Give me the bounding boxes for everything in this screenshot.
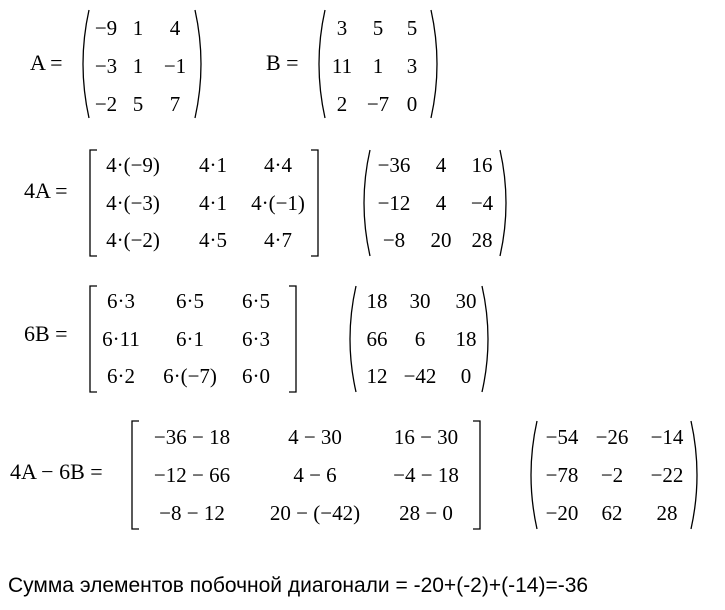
matrix-cell-r3-c1: 4·(−2)	[106, 228, 160, 252]
left-paren	[350, 286, 356, 392]
matrix-cell-r1-c2: −26	[595, 425, 629, 449]
matrix-cell-r1-c2: 6·5	[176, 289, 204, 313]
matrix-cell-r3-c2: 62	[601, 501, 623, 525]
matrix-cell-r2-c1: −12	[377, 191, 411, 215]
matrix-cell-r1-c2: 1	[132, 16, 144, 40]
matrix-cell-r1-c1: −36	[377, 153, 411, 177]
right-square-bracket	[473, 421, 480, 529]
matrix-cell-r2-c3: 18	[455, 327, 477, 351]
matrix-cell-r2-c2: 6·1	[176, 327, 204, 351]
matrix-cell-r1-c3: 5	[406, 16, 418, 40]
matrix-diff-expanded	[130, 419, 482, 531]
matrix-cell-r2-c2: −2	[600, 463, 624, 487]
matrix-cell-r3-c3: 7	[169, 92, 181, 116]
matrix-cell-r1-c1: −9	[94, 16, 118, 40]
left-square-bracket	[90, 286, 97, 392]
matrix-cell-r1-c1: 18	[366, 289, 388, 313]
matrix-cell-r1-c1: −54	[545, 425, 579, 449]
matrix-b-label: B =	[266, 50, 299, 75]
right-paren	[482, 286, 488, 392]
matrix-cell-r2-c2: 4	[435, 191, 447, 215]
matrix-cell-r3-c1: −8 − 12	[159, 501, 225, 525]
matrix-cell-r3-c1: 6·2	[107, 364, 135, 388]
matrix-cell-r2-c1: 4·(−3)	[106, 191, 160, 215]
matrix-cell-r3-c2: 20 − (−42)	[269, 501, 361, 525]
right-square-bracket	[289, 286, 296, 392]
matrix-cell-r3-c3: 0	[406, 92, 418, 116]
matrix-b	[312, 8, 444, 120]
matrix-a-label: A =	[30, 50, 63, 75]
right-paren	[431, 10, 437, 118]
matrix-cell-r2-c3: 3	[406, 54, 418, 78]
matrix-cell-r2-c3: 6·3	[242, 327, 270, 351]
lhs-6b: 6B =	[24, 321, 68, 346]
matrix-cell-r3-c1: −8	[382, 228, 406, 252]
matrix-cell-r2-c2: 1	[372, 54, 384, 78]
matrix-cell-r2-c1: −3	[94, 54, 118, 78]
left-paren	[83, 10, 89, 118]
matrix-cell-r2-c3: 4·(−1)	[251, 191, 305, 215]
matrix-cell-r2-c3: −22	[650, 463, 684, 487]
matrix-cell-r3-c3: 28 − 0	[399, 501, 453, 525]
matrix-cell-r2-c2: 6	[414, 327, 426, 351]
matrix-cell-r3-c3: 28	[656, 501, 678, 525]
matrix-cell-r1-c1: 4·(−9)	[106, 153, 160, 177]
matrix-cell-r2-c3: −4	[470, 191, 494, 215]
matrix-cell-r3-c2: 5	[132, 92, 144, 116]
antidiagonal-sum-text: Сумма элементов побочной диагонали = -20+(-2)+(-14)=-36	[8, 574, 589, 597]
matrix-cell-r3-c1: 2	[336, 92, 348, 116]
right-square-bracket	[311, 150, 318, 256]
left-paren	[319, 10, 325, 118]
right-paren	[195, 10, 201, 118]
matrix-cell-r1-c2: 4·1	[199, 153, 227, 177]
matrix-cell-r2-c1: 66	[366, 327, 388, 351]
matrix-cell-r3-c2: −42	[403, 364, 437, 388]
right-paren	[691, 421, 697, 529]
matrix-cell-r2-c3: −1	[163, 54, 187, 78]
matrix-cell-r1-c2: 4	[435, 153, 447, 177]
matrix-6b-result	[343, 284, 495, 394]
matrix-cell-r3-c1: −20	[545, 501, 579, 525]
matrix-cell-r3-c2: 6·(−7)	[163, 364, 217, 388]
matrix-cell-r3-c3: 28	[471, 228, 493, 252]
left-paren	[531, 421, 537, 529]
matrix-cell-r1-c1: −36 − 18	[153, 425, 231, 449]
matrix-cell-r3-c1: −2	[94, 92, 118, 116]
matrix-cell-r3-c3: 4·7	[264, 228, 292, 252]
matrix-cell-r1-c2: 5	[372, 16, 384, 40]
matrix-cell-r2-c1: −12 − 66	[153, 463, 231, 487]
matrix-cell-r1-c2: 30	[409, 289, 431, 313]
matrix-cell-r3-c1: 12	[366, 364, 388, 388]
matrix-cell-r2-c2: 1	[132, 54, 144, 78]
left-paren	[364, 150, 370, 256]
matrix-cell-r3-c3: 0	[460, 364, 472, 388]
matrix-cell-r1-c3: −14	[650, 425, 684, 449]
matrix-6b-expanded	[88, 284, 298, 394]
left-square-bracket	[132, 421, 139, 529]
lhs-4a: 4A =	[24, 178, 68, 203]
matrix-cell-r1-c2: 4 − 30	[288, 425, 342, 449]
lhs-4a-minus-6b: 4A − 6B =	[10, 459, 103, 484]
matrix-cell-r2-c3: −4 − 18	[393, 463, 459, 487]
matrix-cell-r1-c1: 6·3	[107, 289, 135, 313]
matrix-a	[76, 8, 208, 120]
matrix-cell-r2-c1: −78	[545, 463, 579, 487]
matrix-cell-r1-c3: 16	[471, 153, 493, 177]
matrix-cell-r1-c3: 4·4	[264, 153, 292, 177]
matrix-cell-r2-c2: 4 − 6	[293, 463, 337, 487]
matrix-cell-r3-c2: −7	[366, 92, 390, 116]
matrix-cell-r2-c1: 6·11	[102, 327, 140, 351]
matrix-cell-r2-c2: 4·1	[199, 191, 227, 215]
matrix-cell-r3-c2: 20	[430, 228, 452, 252]
matrix-cell-r2-c1: 11	[331, 54, 353, 78]
matrix-cell-r1-c3: 16 − 30	[393, 425, 459, 449]
left-square-bracket	[90, 150, 97, 256]
matrix-4a-expanded	[88, 148, 320, 258]
matrix-cell-r1-c3: 30	[455, 289, 477, 313]
matrix-diff-result	[524, 419, 704, 531]
right-paren	[500, 150, 506, 256]
matrix-cell-r3-c2: 4·5	[199, 228, 227, 252]
matrix-cell-r1-c3: 6·5	[242, 289, 270, 313]
matrix-4a-result	[357, 148, 513, 258]
matrix-cell-r1-c1: 3	[336, 16, 348, 40]
matrix-cell-r1-c3: 4	[169, 16, 181, 40]
matrix-cell-r3-c3: 6·0	[242, 364, 270, 388]
